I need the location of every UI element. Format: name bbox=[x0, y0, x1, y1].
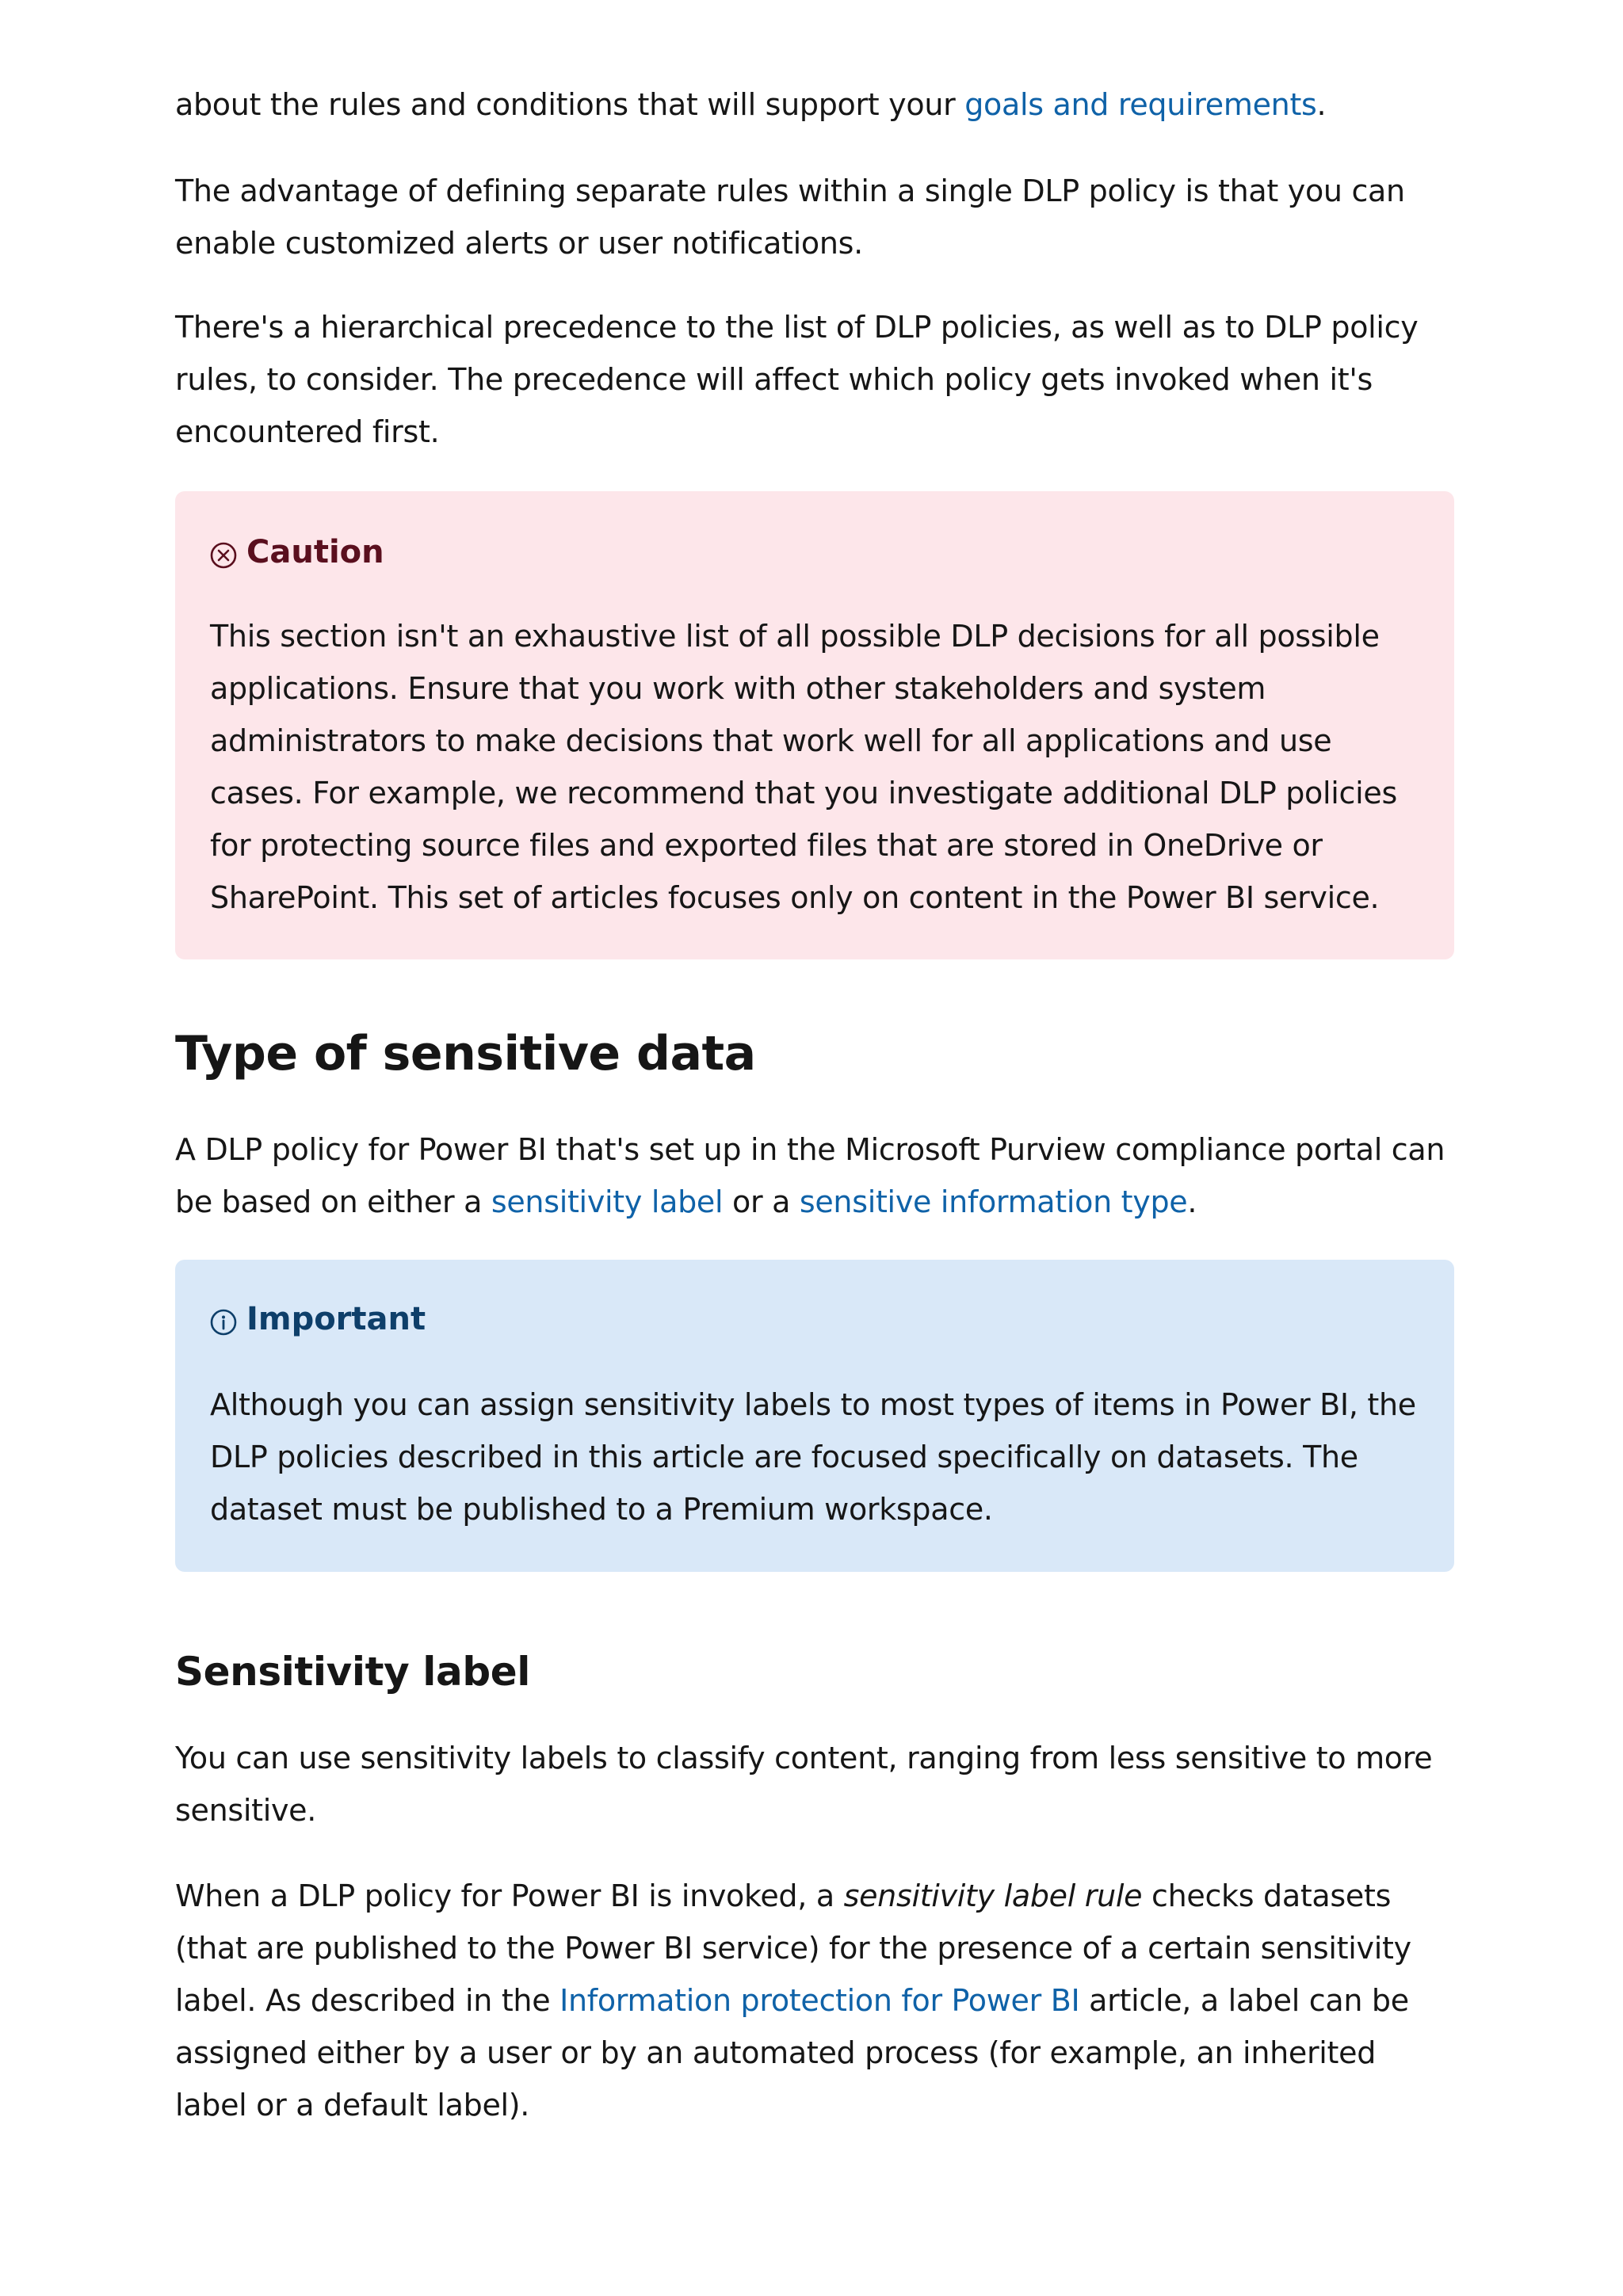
subsection-paragraph-1: You can use sensitivity labels to classify content, ranging from less sensitive to more sensitive. bbox=[175, 1741, 1433, 1828]
intro-paragraph-2: The advantage of defining separate rules within a single DLP policy is that you can enable customized alerts or user notifications. bbox=[175, 174, 1405, 261]
caution-header bbox=[210, 532, 384, 572]
intro-paragraph-1: about the rules and conditions that will support your goals and requirements. bbox=[175, 87, 1327, 122]
important-body: Although you can assign sensitivity labels to most types of items in Power BI, the DLP policies described in this article are focused specifically on datasets. The dataset must be published to a Premium workspace. bbox=[210, 1387, 1416, 1527]
section-heading: Type of sensitive data bbox=[175, 1026, 756, 1081]
sensitivity-label-link[interactable]: sensitivity label bbox=[491, 1184, 724, 1219]
intro-paragraph-3: There's a hierarchical precedence to the list of DLP policies, as well as to DLP policy rules, to consider. The precedence will affect which policy gets invoked when it's encountered first. bbox=[175, 310, 1419, 449]
goals-requirements-link[interactable]: goals and requirements bbox=[964, 87, 1317, 122]
info-circle-icon bbox=[210, 1306, 237, 1333]
caution-title: Caution bbox=[246, 534, 384, 570]
subsection-paragraph-2: When a DLP policy for Power BI is invoked, a sensitivity label rule checks datasets (that are published to the Power BI service) for the presence of a certain sensitivity label. As described in the Information protection for Power BI article, a label can be assigned either by a user or by an automated process (for example, an inherited label or a default label). bbox=[175, 1878, 1411, 2122]
important-header bbox=[210, 1299, 426, 1339]
sensitivity-label-rule-term: sensitivity label rule bbox=[843, 1878, 1143, 1913]
x-circle-icon bbox=[210, 539, 237, 566]
caution-body: This section isn't an exhaustive list of all possible DLP decisions for all possible applications. Ensure that you work with other stakeholders and system administrators to make decisions that work well for all applications and use cases. For example, we recommend that you investigate additional DLP policies for protecting source files and exported files that are stored in OneDrive or SharePoint. This set of articles focuses only on content in the Power BI service. bbox=[210, 619, 1397, 915]
important-title: Important bbox=[246, 1301, 426, 1337]
section-paragraph: A DLP policy for Power BI that's set up in the Microsoft Purview compliance portal can be based on either a sensitivity label or a sensitive information type. bbox=[175, 1132, 1445, 1219]
sensitive-information-type-link[interactable]: sensitive information type bbox=[799, 1184, 1188, 1219]
information-protection-link[interactable]: Information protection for Power BI bbox=[559, 1983, 1080, 2018]
subsection-heading: Sensitivity label bbox=[175, 1649, 531, 1695]
